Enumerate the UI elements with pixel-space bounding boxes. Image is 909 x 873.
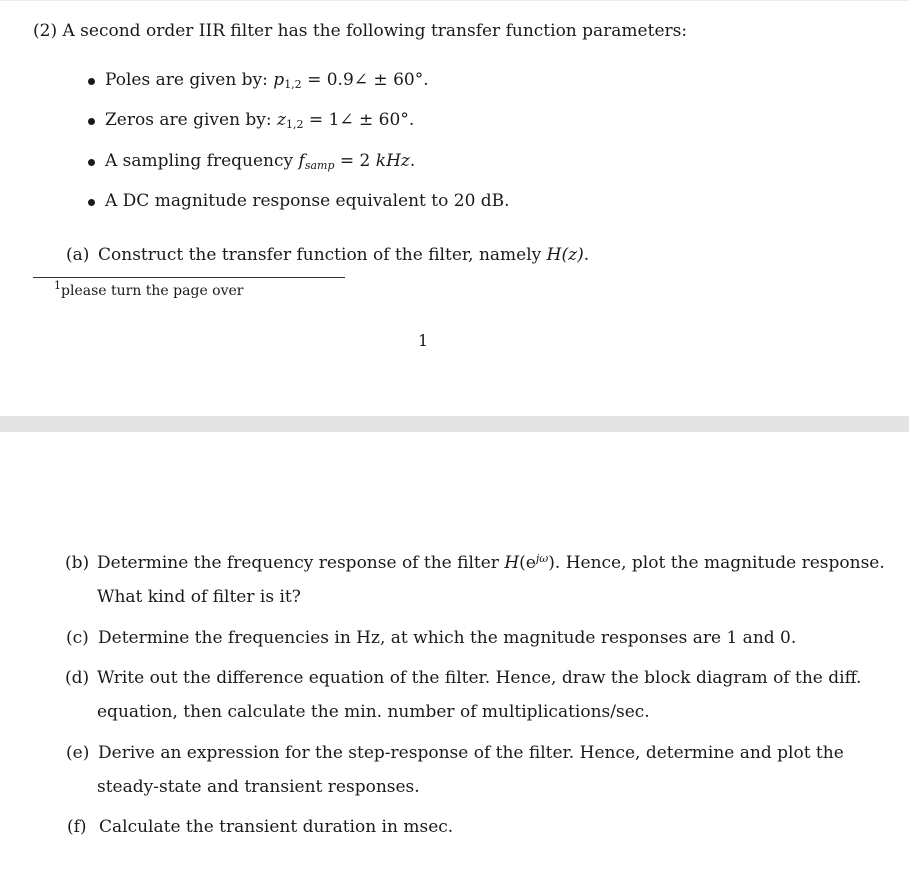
document-page-2 bbox=[0, 432, 909, 873]
part-d: (d) Write out the difference equation of the filter. Hence, draw the block diagram of the diff. bbox=[65, 668, 862, 688]
part-a: (a) Construct the transfer function of the filter, namely H(z). bbox=[66, 245, 590, 265]
part-f: (f) Calculate the transient duration in msec. bbox=[67, 817, 454, 837]
part-d-line2: equation, then calculate the min. number of multiplications/sec. bbox=[97, 702, 650, 722]
bullet-dc: A DC magnitude response equivalent to 20 dB. bbox=[105, 191, 510, 211]
part-c: (c) Determine the frequencies in Hz, at which the magnitude responses are 1 and 0. bbox=[66, 628, 797, 648]
bullet-icon bbox=[88, 159, 95, 166]
bullet-sampling: A sampling frequency $f_{samp} = 2$ kHz. bbox=[105, 151, 416, 172]
problem-heading bbox=[33, 21, 687, 41]
bullet-zeros: Zeros are given by: $z_{1,2}$ = 1∠ ± 60°. bbox=[105, 110, 415, 131]
bullet-icon bbox=[88, 78, 95, 85]
bullet-icon bbox=[88, 199, 95, 206]
part-e-line2: steady-state and transient responses. bbox=[97, 777, 420, 797]
problem-text: A second order IIR filter has the following transfer function parameters: bbox=[62, 21, 688, 41]
footnote-rule bbox=[33, 277, 345, 278]
problem-number: (2) bbox=[33, 21, 58, 41]
document-page-1 bbox=[0, 0, 909, 417]
part-b: (b) Determine the frequency response of the filter $H(e^{j\omega})$. Hence, plot the magnitude response. bbox=[65, 552, 885, 573]
bullet-icon bbox=[88, 118, 95, 125]
part-e: (e) Derive an expression for the step-response of the filter. Hence, determine and plot the bbox=[66, 743, 844, 763]
part-b-line2: What kind of filter is it? bbox=[97, 587, 301, 607]
bullet-poles: Poles are given by: $p_{1,2}$ = 0.9∠ ± 60°. bbox=[105, 70, 429, 91]
page-separator bbox=[0, 416, 909, 432]
page-number: 1 bbox=[418, 331, 429, 350]
footnote: $^1$please turn the page over bbox=[54, 279, 244, 299]
